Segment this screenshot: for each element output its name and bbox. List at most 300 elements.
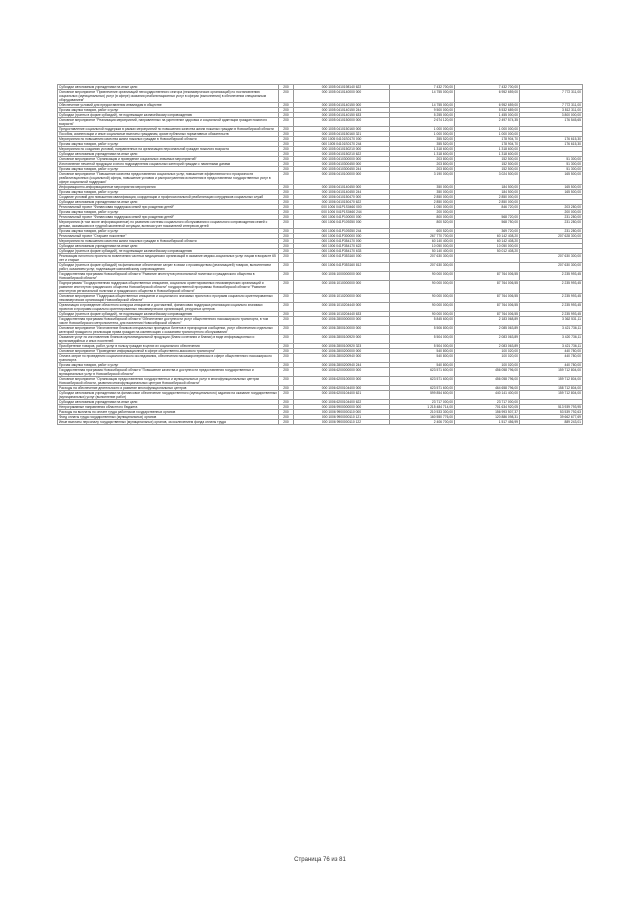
cell-code-line: 200 — [279, 152, 294, 157]
cell-name: Оказание услуг по изготовлению бланков мультимедиальной продукции (бланк сочетания и бланки) в виде информационных и мультимедийных и иных носителей — [58, 335, 279, 344]
cell-executed: 120 886 098,31 — [455, 415, 520, 420]
cell-name: Прочая закупка товаров, работ и услуг — [58, 210, 279, 215]
cell-budget-code: 000 1005 04101S0170 000 — [294, 137, 390, 142]
cell-budget-code: 000 1006 041P354170 633 — [294, 249, 390, 254]
cell-remaining: 176 615,30 — [520, 142, 583, 147]
cell-executed: 464 658 796,00 — [455, 386, 520, 391]
table-row — [58, 368, 583, 377]
cell-remaining: 889 243,01 — [520, 420, 583, 425]
cell-code-line: 200 — [279, 185, 294, 190]
cell-name: Информационно-информационные мероприятия мероприятия — [58, 185, 279, 190]
cell-remaining: 207 628 300,00 — [520, 234, 583, 239]
budget-sheet — [57, 84, 582, 425]
cell-executed: 456 058 796,00 — [455, 377, 520, 386]
cell-approved: 90 000 000,00 — [390, 294, 455, 303]
cell-budget-code: 000 1006 0410100000 000 — [294, 172, 390, 185]
cell-code-line: 200 — [279, 415, 294, 420]
cell-code-line: 200 — [279, 229, 294, 234]
table-row — [58, 294, 583, 303]
cell-executed: 87 764 006,55 — [455, 294, 520, 303]
table-row — [58, 420, 583, 425]
cell-approved: 9 500 000,00 — [390, 108, 455, 113]
cell-executed: 152 500,00 — [455, 157, 520, 162]
cell-remaining: 231 280,00 — [520, 229, 583, 234]
cell-code-line: 200 — [279, 281, 294, 294]
cell-executed: 184 500,00 — [455, 190, 520, 195]
cell-approved: 5 845 600,00 — [390, 317, 455, 326]
cell-remaining: 207 630 300,00 — [520, 263, 583, 272]
cell-executed: 100 020,00 — [455, 349, 520, 354]
cell-name: Субсидии автономным учреждениям на иные цели — [58, 152, 279, 157]
cell-remaining: 440 780,00 — [520, 349, 583, 354]
cell-approved: 800 520,00 — [390, 220, 455, 229]
cell-executed: 87 764 006,55 — [455, 303, 520, 312]
cell-name: Пособия, компенсации и иные социальные выплаты гражданам, кроме публичных нормативных обязательств — [58, 132, 279, 137]
cell-approved: 203 800,00 — [390, 167, 455, 172]
table-row — [58, 354, 583, 363]
cell-name: Иные выплаты персоналу государственных (муниципальных) органов, за исключением фонда оплаты труда — [58, 420, 279, 425]
cell-approved: 200 000,00 — [390, 210, 455, 215]
cell-budget-code: 000 1006 1000000000 000 — [294, 272, 390, 281]
cell-code-line: 200 — [279, 132, 294, 137]
cell-name: Обеспечение условий для предоставления инвалидам в обществе — [58, 103, 279, 108]
cell-executed: 23 717 000,00 — [455, 400, 520, 405]
cell-budget-code: 000 1006 2800000000 000 — [294, 317, 390, 326]
cell-approved: 203 800,00 — [390, 157, 455, 162]
cell-approved: 540 800,00 — [390, 349, 455, 354]
cell-code-line: 200 — [279, 249, 294, 254]
cell-remaining: 3 421 736,11 — [520, 326, 583, 335]
cell-budget-code: 000 1006 9900000110 122 — [294, 420, 390, 425]
cell-executed: 152 500,00 — [455, 162, 520, 167]
cell-approved: 1 000 000,00 — [390, 132, 455, 137]
cell-code-line: 200 — [279, 200, 294, 205]
cell-name: Прочая закупка товаров, работ и услуг — [58, 108, 279, 113]
table-row — [58, 90, 583, 103]
cell-approved: 160 550 776,00 — [390, 415, 455, 420]
table-row — [58, 377, 583, 386]
cell-remaining: 51 300,00 — [520, 162, 583, 167]
cell-executed: 1 000 000,00 — [455, 127, 520, 132]
cell-executed: 5 532 689,00 — [455, 108, 520, 113]
cell-executed: 178 904,70 — [455, 137, 520, 142]
cell-name: Расходы на выплаты по оплате труда работников государственных органов — [58, 410, 279, 415]
cell-code-line: 200 — [279, 244, 294, 249]
cell-code-line: 200 — [279, 157, 294, 162]
cell-executed: 87 764 006,55 — [455, 281, 520, 294]
cell-budget-code: 000 1006 2800200000 000 — [294, 349, 390, 354]
table-row — [58, 317, 583, 326]
cell-name: Мероприятия по повышению качества жизни пожилых граждан в Новосибирской области — [58, 137, 279, 142]
cell-name: Региональный проект "Старшее поколение" — [58, 234, 279, 239]
cell-approved: 2 674 120,00 — [390, 118, 455, 127]
cell-name: Региональный проект "Финансовая поддержка семей при рождении детей" — [58, 205, 279, 210]
cell-code-line: 200 — [279, 344, 294, 349]
cell-approved: 7 432 700,00 — [390, 85, 455, 90]
cell-budget-code: 000 1005 0410150000 000 — [294, 118, 390, 127]
cell-code-line: 200 — [279, 142, 294, 147]
cell-budget-code: 000 1006 0410150470 622 — [294, 200, 390, 205]
cell-budget-code: 000 1006 9900000110 121 — [294, 415, 390, 420]
cell-code-line: 200 — [279, 195, 294, 200]
cell-name: Субсидии (гранты в форме субсидий), не подлежащие казначейскому сопровождению — [58, 249, 279, 254]
cell-name: Прочая закупка товаров, работ и услуг — [58, 229, 279, 234]
cell-approved: 10 050 000,00 — [390, 244, 455, 249]
cell-name: Создание условий для повышения квалификации, координации и профессиональной реабилитации сотрудников социальных служб — [58, 195, 279, 200]
cell-code-line: 200 — [279, 113, 294, 118]
cell-name: Основное мероприятие "Организация предоставления государственных и муниципальных услуг в многофункциональных центрах Новосибирской области, развития многофункциональных центров Новосибирской области" — [58, 377, 279, 386]
cell-budget-code: 000 1005 0410300450 244 — [294, 167, 390, 172]
cell-budget-code: 000 1006 1010204440 000 — [294, 303, 390, 312]
cell-approved: 623 571 600,00 — [390, 368, 455, 377]
cell-approved: 355 520,00 — [390, 137, 455, 142]
cell-approved: 210 533 300,00 — [390, 410, 455, 415]
cell-executed: 100 020,00 — [455, 354, 520, 363]
cell-name: Мероприятия по повышению качества жизни пожилых граждан в Новосибирской области — [58, 239, 279, 244]
cell-budget-code: 000 1006 041P353160 812 — [294, 263, 390, 272]
cell-budget-code: 000 1006 2800200940 000 — [294, 354, 390, 363]
cell-approved: 60 140 400,00 — [390, 239, 455, 244]
cell-executed: 456 058 796,00 — [455, 368, 520, 377]
cell-approved: 5 255 000,00 — [390, 113, 455, 118]
cell-executed: 1 318 600,00 — [455, 152, 520, 157]
table-body — [58, 85, 583, 425]
cell-budget-code: 000 1006 6200100000 000 — [294, 377, 390, 386]
cell-approved: 1 050 000,00 — [390, 205, 455, 210]
cell-executed: 87 764 006,55 — [455, 312, 520, 317]
cell-executed: 1 455 000,00 — [455, 113, 520, 118]
cell-budget-code: 000 1005 0410140150 000 — [294, 103, 390, 108]
cell-executed: 6 952 659,00 — [455, 90, 520, 103]
cell-approved: 2 850 000,00 — [390, 195, 455, 200]
cell-name: Прочая закупка товаров, работ и услуг — [58, 142, 279, 147]
cell-code-line: 200 — [279, 190, 294, 195]
cell-budget-code: 000 1006 041P1S0460 000 — [294, 205, 390, 210]
cell-approved: 203 800,00 — [390, 162, 455, 167]
cell-approved: 5 504 000,00 — [390, 344, 455, 349]
cell-remaining: 3 800 000,00 — [520, 113, 583, 118]
cell-approved: 623 571 600,00 — [390, 377, 455, 386]
cell-name: Расходы на обеспечение деятельности и развитие многофункциональных центров — [58, 386, 279, 391]
cell-budget-code: 000 1006 6200104400 622 — [294, 400, 390, 405]
cell-budget-code: 000 1005 0410150160 000 — [294, 127, 390, 132]
cell-name: Основное мероприятие "Реализация мероприятий, направленных на укрепление здоровья и социальной адаптации граждан пожилого возраста" — [58, 118, 279, 127]
cell-name: Государственная программа Новосибирской области "Повышение качества и доступности предоставления государственных и муниципальных услуг в Новосибирской области" — [58, 368, 279, 377]
cell-budget-code: 000 1005 0410150160 321 — [294, 132, 390, 137]
cell-budget-code: 000 1006 041P109250 000 — [294, 220, 390, 229]
cell-approved: 207 630 300,00 — [390, 263, 455, 272]
cell-budget-code: 000 1005 0410198140 622 — [294, 85, 390, 90]
cell-code-line: 200 — [279, 147, 294, 152]
cell-budget-code: 000 1006 041P1S0460 244 — [294, 210, 390, 215]
cell-code-line: 200 — [279, 317, 294, 326]
cell-code-line: 200 — [279, 239, 294, 244]
cell-code-line: 200 — [279, 263, 294, 272]
cell-remaining: 159 712 804,00 — [520, 391, 583, 400]
cell-remaining: 39 662 677,69 — [520, 415, 583, 420]
cell-code-line: 200 — [279, 368, 294, 377]
cell-budget-code: 000 1006 6200104400 621 — [294, 391, 390, 400]
cell-budget-code: 000 1005 0410300450 000 — [294, 162, 390, 167]
cell-budget-code: 000 1006 2800100920 323 — [294, 344, 390, 349]
cell-approved: 1 318 600,00 — [390, 152, 455, 157]
cell-executed: 846 720,00 — [455, 205, 520, 210]
cell-approved: 207 630 300,00 — [390, 254, 455, 263]
table-row — [58, 391, 583, 400]
cell-remaining: 440 780,00 — [520, 363, 583, 368]
cell-remaining: 51 300,00 — [520, 157, 583, 162]
cell-budget-code: 000 1006 041P354170 622 — [294, 244, 390, 249]
cell-name: Основное мероприятие "Организация и проведение социальных значимых мероприятий" — [58, 157, 279, 162]
cell-name: Субсидии (гранты в форме субсидий), не подлежащие казначейскому сопровождению — [58, 312, 279, 317]
cell-remaining: 2 235 993,45 — [520, 294, 583, 303]
cell-executed: 2 083 063,89 — [455, 335, 520, 344]
cell-code-line: 200 — [279, 85, 294, 90]
table-row — [58, 272, 583, 281]
cell-code-line: 200 — [279, 127, 294, 132]
cell-remaining: 176 615,30 — [520, 137, 583, 142]
table-row — [58, 326, 583, 335]
cell-executed: 6 952 659,00 — [455, 103, 520, 108]
cell-executed: 2 850 000,00 — [455, 200, 520, 205]
cell-executed: 178 904,70 — [455, 142, 520, 147]
cell-budget-code: 000 1006 6200104400 000 — [294, 386, 390, 391]
cell-remaining: 2 235 993,45 — [520, 303, 583, 312]
cell-name: Государственная программа Новосибирской области "Обеспечение доступности услуг общественного пассажирского транспорта, в том числе Новосибирского метрополитена, для населения Новосибирской области" — [58, 317, 279, 326]
cell-name: Предоставление социальной поддержки в рамках мероприятий по повышению качества жизни пожилых граждан в Новосибирской области — [58, 127, 279, 132]
cell-budget-code: 000 1006 1010000000 000 — [294, 281, 390, 294]
cell-approved: 355 520,00 — [390, 142, 455, 147]
cell-name: Изготовление печатной продукции и иного подразделения социальных категорий граждан с памятными датами — [58, 162, 279, 167]
cell-remaining: 7 772 311,00 — [520, 103, 583, 108]
cell-remaining: 231 280,00 — [520, 220, 583, 229]
cell-code-line: 200 — [279, 312, 294, 317]
cell-approved: 90 000 000,00 — [390, 272, 455, 281]
cell-approved: 23 717 000,00 — [390, 400, 455, 405]
cell-code-line: 200 — [279, 363, 294, 368]
cell-approved: 600 520,00 — [390, 229, 455, 234]
table-row — [58, 254, 583, 263]
cell-executed: 3 024 500,00 — [455, 172, 520, 185]
cell-code-line: 200 — [279, 335, 294, 344]
cell-code-line: 200 — [279, 405, 294, 410]
cell-remaining: 207 630 300,00 — [520, 254, 583, 263]
cell-name: Субсидии автономным учреждениям на иные цели — [58, 85, 279, 90]
cell-code-line: 200 — [279, 162, 294, 167]
cell-budget-code: 000 1006 6200000000 000 — [294, 368, 390, 377]
cell-code-line: 200 — [279, 90, 294, 103]
cell-approved: 90 000 000,00 — [390, 303, 455, 312]
cell-name: Фонд оплаты труда государственных (муниципальных) органов — [58, 415, 279, 420]
page-footer: Страница 76 из 81 — [294, 857, 346, 863]
cell-approved: 1 000 000,00 — [390, 127, 455, 132]
cell-approved: 14 755 000,00 — [390, 90, 455, 103]
cell-code-line: 200 — [279, 234, 294, 239]
cell-remaining: 3 421 736,11 — [520, 344, 583, 349]
table-row — [58, 263, 583, 272]
cell-name: Прочая закупка товаров, работ и услуг — [58, 167, 279, 172]
cell-name: Прочая закупка товаров, работ и услуг — [58, 190, 279, 195]
cell-remaining: 2 235 993,45 — [520, 272, 583, 281]
cell-code-line: 200 — [279, 303, 294, 312]
cell-executed: 152 500,00 — [455, 167, 520, 172]
cell-approved: 2 406 700,00 — [390, 420, 455, 425]
cell-budget-code: 000 1006 2800100920 000 — [294, 335, 390, 344]
cell-executed — [455, 254, 520, 263]
cell-approved: 800 000,00 — [390, 215, 455, 220]
cell-name: Основное мероприятие "Проведение информационной в сфере общественно-массового транспорта" — [58, 349, 279, 354]
cell-code-line: 200 — [279, 377, 294, 386]
cell-name: Субсидии автономным учреждениям на иные цели — [58, 200, 279, 205]
cell-code-line: 200 — [279, 220, 294, 229]
cell-approved: 623 571 600,00 — [390, 386, 455, 391]
table-row — [58, 281, 583, 294]
cell-code-line: 200 — [279, 391, 294, 400]
budget-table — [57, 84, 583, 425]
cell-name: Основное мероприятие "Привлечение организаций негосударственного сектора (некоммерческих организаций) по постановлению социальных (муниципальных) услуг (в сфере) оказания реабилитационных услуг в сферах (выполнения) в обеспечении специальным оборудованием" — [58, 90, 279, 103]
cell-approved: 1 215 484 714,00 — [390, 405, 455, 410]
cell-budget-code: 000 1005 04101S0170 244 — [294, 142, 390, 147]
cell-code-line: 200 — [279, 410, 294, 415]
cell-approved: 350 000,00 — [390, 185, 455, 190]
cell-executed: 701 634 920,05 — [455, 405, 520, 410]
cell-budget-code: 000 1005 0410150210 622 — [294, 152, 390, 157]
table-row — [58, 335, 583, 344]
cell-executed: 100 020,00 — [455, 363, 520, 368]
cell-budget-code: 000 1005 0410150210 000 — [294, 147, 390, 152]
cell-remaining: 440 780,00 — [520, 354, 583, 363]
cell-code-line: 200 — [279, 103, 294, 108]
cell-name: Мероприятия по созданию условий, направленных на организацию персональной граждан пожилого возраста — [58, 147, 279, 152]
cell-executed — [455, 263, 520, 272]
cell-budget-code: 000 1006 9900000110 000 — [294, 410, 390, 415]
cell-budget-code: 000 1006 0410140450 244 — [294, 190, 390, 195]
cell-approved: 90 000 000,00 — [390, 312, 455, 317]
cell-name: Субсидии автономным учреждениям на иные цели — [58, 244, 279, 249]
cell-approved: 2 850 000,00 — [390, 200, 455, 205]
cell-executed: 2 183 068,89 — [455, 317, 520, 326]
cell-remaining: 51 300,00 — [520, 167, 583, 172]
cell-name: Субсидии (гранты в форме субсидий) на финансовое обеспечение затрат в связи с производством (реализацией) товаров, выполнением работ, оказанием услуг, подлежащие казначейскому сопровождению — [58, 263, 279, 272]
cell-executed: 440 141 400,00 — [455, 391, 520, 400]
cell-code-line: 200 — [279, 400, 294, 405]
cell-code-line: 200 — [279, 108, 294, 113]
cell-code-line: 200 — [279, 254, 294, 263]
cell-executed: 10 050 000,00 — [455, 244, 520, 249]
cell-executed: 1 517 456,99 — [455, 420, 520, 425]
cell-budget-code: 000 1006 041P354170 000 — [294, 239, 390, 244]
cell-executed: 2 497 574,35 — [455, 118, 520, 127]
cell-approved: 1 318 600,00 — [390, 147, 455, 152]
cell-approved: 540 800,00 — [390, 354, 455, 363]
cell-code-line: 200 — [279, 326, 294, 335]
cell-name: Субсидии автономным учреждениям на финансовое обеспечение государственного (муниципального) задания на оказание государственных (муниципальных) услуг (выполнение работ) — [59, 391, 277, 399]
cell-code-line: 200 — [279, 294, 294, 303]
cell-budget-code: 000 1006 041P100000 000 — [294, 215, 390, 220]
cell-executed: 568 720,00 — [455, 215, 520, 220]
cell-remaining: 165 500,00 — [520, 185, 583, 190]
cell-name: Организация и проведение областного конкурса инициатив и достижений, финансовая поддержка реализации социально значимых проектов и программ социально ориентированных некоммерческих организаций, ресурсных центров — [58, 303, 279, 312]
cell-remaining: 53 539 792,63 — [520, 410, 583, 415]
cell-remaining: 3 420 736,11 — [520, 335, 583, 344]
cell-executed: 60 142 408,20 — [455, 234, 520, 239]
cell-code-line: 200 — [279, 215, 294, 220]
cell-budget-code: 000 1005 0410140150 633 — [294, 113, 390, 118]
cell-budget-code: 000 1005 0410140000 000 — [294, 90, 390, 103]
cell-name: Прочая закупка товаров, работ и услуг — [58, 363, 279, 368]
cell-code-line: 200 — [279, 386, 294, 391]
cell-code-line: 200 — [279, 172, 294, 185]
cell-budget-code: 000 1005 0410140150 244 — [294, 108, 390, 113]
table-row — [58, 303, 583, 312]
cell-approved: 3 190 000,00 — [390, 172, 455, 185]
cell-budget-code: 000 1006 2800100000 000 — [294, 326, 390, 335]
cell-code-line: 200 — [279, 137, 294, 142]
cell-remaining: 158 712 804,00 — [520, 386, 583, 391]
table-row — [58, 118, 583, 127]
table-row — [58, 172, 583, 185]
cell-code-line: 200 — [279, 354, 294, 363]
cell-remaining: 2 235 993,45 — [520, 312, 583, 317]
cell-remaining: 165 500,00 — [520, 172, 583, 185]
cell-approved: 599 854 600,00 — [390, 391, 455, 400]
cell-budget-code: 000 1006 9900000000 000 — [294, 405, 390, 410]
cell-approved: 50 140 400,00 — [390, 249, 455, 254]
cell-name: Основное мероприятие "Поддержка общественных инициатив и социального значимых проектов и программ социально ориентированных некоммерческих организаций Новосибирской области" — [58, 294, 279, 303]
cell-executed: 7 432 700,00 — [455, 85, 520, 90]
cell-approved: 350 000,00 — [390, 190, 455, 195]
cell-name: Основное мероприятие "Повышение качества предоставления социальных услуг, повышение эффективности и прозрачности реабилитационных (социальной) сферы, повышение условия и распространения исполнения в предоставлении государственных услуг в сфере социальной поддержки" — [58, 172, 279, 185]
cell-executed: 50 012 408,20 — [455, 249, 520, 254]
cell-remaining: 3 362 531,11 — [520, 317, 583, 326]
cell-executed: 2 850 000,00 — [455, 195, 520, 200]
cell-executed: 1 318 600,00 — [455, 147, 520, 152]
cell-name: Непрограммные направления областного бюджета — [58, 405, 279, 410]
cell-approved: 267 770 700,00 — [390, 234, 455, 239]
cell-budget-code: 000 1006 0410150470 000 — [294, 195, 390, 200]
cell-remaining: 203 280,00 — [520, 205, 583, 210]
cell-name: Подпрограмма "Государственная поддержка общественных инициатив, социально ориентированных некоммерческих организаций и развитие институтов гражданского общества Новосибирской области" государственной программы Новосибирской области "Развитие институтов региональной политики и гражданского общества в Новосибирской области" — [58, 281, 279, 294]
cell-code-line: 200 — [279, 210, 294, 215]
cell-code-line: 200 — [279, 167, 294, 172]
cell-remaining: 513 939 793,95 — [520, 405, 583, 410]
cell-name: Региональный проект "Финансовая поддержка семей при рождении детей" — [58, 215, 279, 220]
cell-name: Реализация пилотного проекта по вовлечению частных медицинских организаций в оказание медико-социальных услуг лицам в возрасте 65 лет и старше — [58, 254, 279, 263]
cell-executed: 60 142 408,20 — [455, 239, 520, 244]
cell-executed: 2 085 063,89 — [455, 326, 520, 335]
cell-remaining: 200 000,00 — [520, 210, 583, 215]
cell-budget-code: 000 1006 041P353160 000 — [294, 254, 390, 263]
cell-code-line: 200 — [279, 272, 294, 281]
cell-budget-code: 000 1006 0410140450 000 — [294, 185, 390, 190]
cell-remaining: 159 712 804,00 — [520, 377, 583, 386]
cell-name: Оплата затрат по проведению социологического исследования, обеспечения пассажироперевозок в сфере общественного пассажирского транспорта — [58, 354, 279, 363]
cell-name: Мероприятия (в том числе информационные) по развитию системы социального обслуживания и социального сопровождения семей с детьми, оказавшихся в трудной жизненной ситуации, включая учет показателей интересов детей — [58, 220, 279, 229]
cell-executed: 369 720,00 — [455, 229, 520, 234]
cell-remaining: 159 712 804,00 — [520, 368, 583, 377]
cell-executed: 2 083 063,89 — [455, 344, 520, 349]
cell-name: Государственная программа Новосибирской области "Развитие институтов региональной политики и гражданского общества в Новосибирской области" — [58, 272, 279, 281]
cell-code-line: 200 — [279, 349, 294, 354]
cell-executed: 568 750,00 — [455, 220, 520, 229]
cell-approved: 5 506 800,00 — [390, 326, 455, 335]
cell-code-line: 200 — [279, 205, 294, 210]
cell-executed: 184 500,00 — [455, 185, 520, 190]
cell-executed: 1 000 000,00 — [455, 132, 520, 137]
cell-remaining: 176 545,65 — [520, 118, 583, 127]
cell-name: Субсидии (гранты в форме субсидий), не подлежащие казначейскому сопровождению — [58, 113, 279, 118]
cell-budget-code: 000 1006 1010200000 000 — [294, 294, 390, 303]
